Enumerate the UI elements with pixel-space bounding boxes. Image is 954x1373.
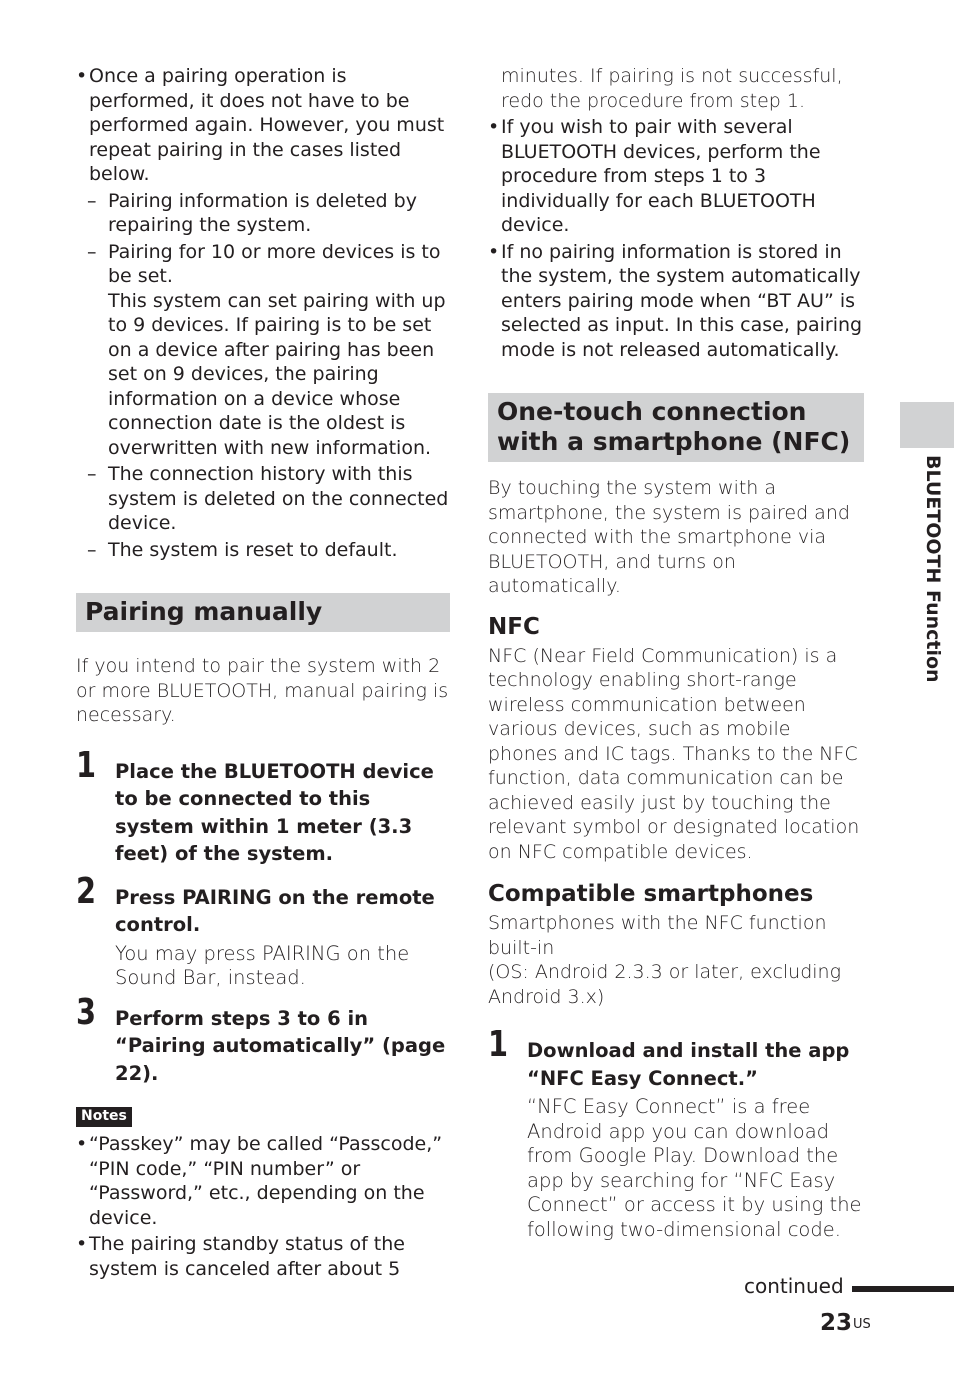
step-title: Place the BLUETOOTH device to be connected to this system within 1 meter (3.3 feet) of the system. [115, 759, 434, 865]
dash-item [76, 462, 450, 536]
right-column [488, 64, 864, 1250]
dash-item-text: The system is reset to default. [108, 538, 398, 561]
compatible-heading: Compatible smartphones [488, 881, 814, 907]
pairing-manually-heading: Pairing manually [76, 593, 450, 632]
step-1 [76, 744, 450, 868]
side-tab-marker [900, 402, 954, 448]
nfc-description: NFC (Near Field Communication) is a technology enabling short-range wireless communication between various devices, such as mobile phones and IC tags. Thanks to the NFC function, data communication can be achieved easily just by touching the relevant symbol or designated location on NFC compatible devices. [488, 644, 860, 863]
dash-item [76, 538, 450, 563]
dash-item-text: – Pairing for 10 or more devices is to be set. [108, 240, 441, 287]
left-column [76, 64, 450, 1283]
dash-item-text: Pairing information is deleted by repairing the system. [108, 189, 417, 236]
step-number: 3 [76, 991, 97, 1033]
notes-section [76, 1105, 450, 1281]
step-desc: “NFC Easy Connect” is a free Android app you can download from Google Play. Download the app by searching for “NFC Easy Connect” or access it by using the following two-dimensional code. [527, 1095, 862, 1241]
note-item: • The pairing standby status of the system is canceled after about 5 [76, 1232, 450, 1281]
page-number-value: 23 [820, 1310, 853, 1336]
compatible-line-1: Smartphones with the NFC function built-in [488, 912, 827, 959]
step-3 [76, 991, 450, 1088]
bullet-item: • If no pairing information is stored in the system, the system automatically enters pairing mode when “BT AU” is selected as input. In this case, pairing mode is not released automatically. [488, 240, 864, 363]
notes-badge: Notes [76, 1107, 132, 1127]
page-number [820, 1308, 871, 1338]
dash-item [76, 189, 450, 238]
dash-item-extra: This system can set pairing with up to 9 devices. If pairing is to be set on a device after pairing has been set on 9 devices, the pairing information on a device whose connection date is the oldest is overwritten with new information. [108, 289, 446, 459]
side-tab-label: BLUETOOTH Function [922, 455, 944, 683]
nfc-heading: One-touch connection with a smartphone (NFC) [488, 393, 864, 462]
compatible-line-2: (OS: Android 2.3.3 or later, excluding Android 3.x) [488, 961, 841, 1008]
step-number: 2 [76, 870, 97, 912]
bullet-item: • If you wish to pair with several BLUETOOTH devices, perform the procedure from steps 1 to 3 individually for each BLUETOOTH device. [488, 115, 864, 238]
dash-item [76, 240, 450, 461]
step-number: 1 [488, 1024, 509, 1065]
step-number: 1 [76, 744, 97, 786]
intro-bullet: • Once a pairing operation is performed, it does not have to be performed again. However, you must repeat pairing in the cases listed below. [76, 64, 450, 187]
dash-item-text: The connection history with this system is deleted on the connected device. [108, 463, 449, 534]
step-2 [76, 870, 450, 991]
step-desc: You may press PAIRING on the Sound Bar, instead. [115, 941, 410, 989]
nfc-step-1 [488, 1024, 864, 1242]
step-title: Press PAIRING on the remote control. [115, 885, 435, 936]
nfc-subheading: NFC [488, 613, 540, 640]
continuation-text: minutes. If pairing is not successful, redo the procedure from step 1. [501, 65, 843, 112]
step-title: Download and install the app “NFC Easy Connect.” [527, 1039, 850, 1090]
pairing-manually-intro: If you intend to pair the system with 2 or more BLUETOOTH, manual pairing is necessary. [76, 655, 449, 726]
page-number-suffix: US [853, 1317, 871, 1332]
step-title: Perform steps 3 to 6 in “Pairing automatically” (page 22). [115, 1006, 446, 1085]
continued-bar [852, 1286, 954, 1292]
nfc-intro: By touching the system with a smartphone, the system is paired and connected with the smartphone via BLUETOOTH, and turns on automatically. [488, 477, 850, 597]
continued-label: continued [744, 1274, 844, 1298]
note-item: • “Passkey” may be called “Passcode,” “PIN code,” “PIN number” or “Password,” etc., depending on the device. [76, 1132, 450, 1230]
